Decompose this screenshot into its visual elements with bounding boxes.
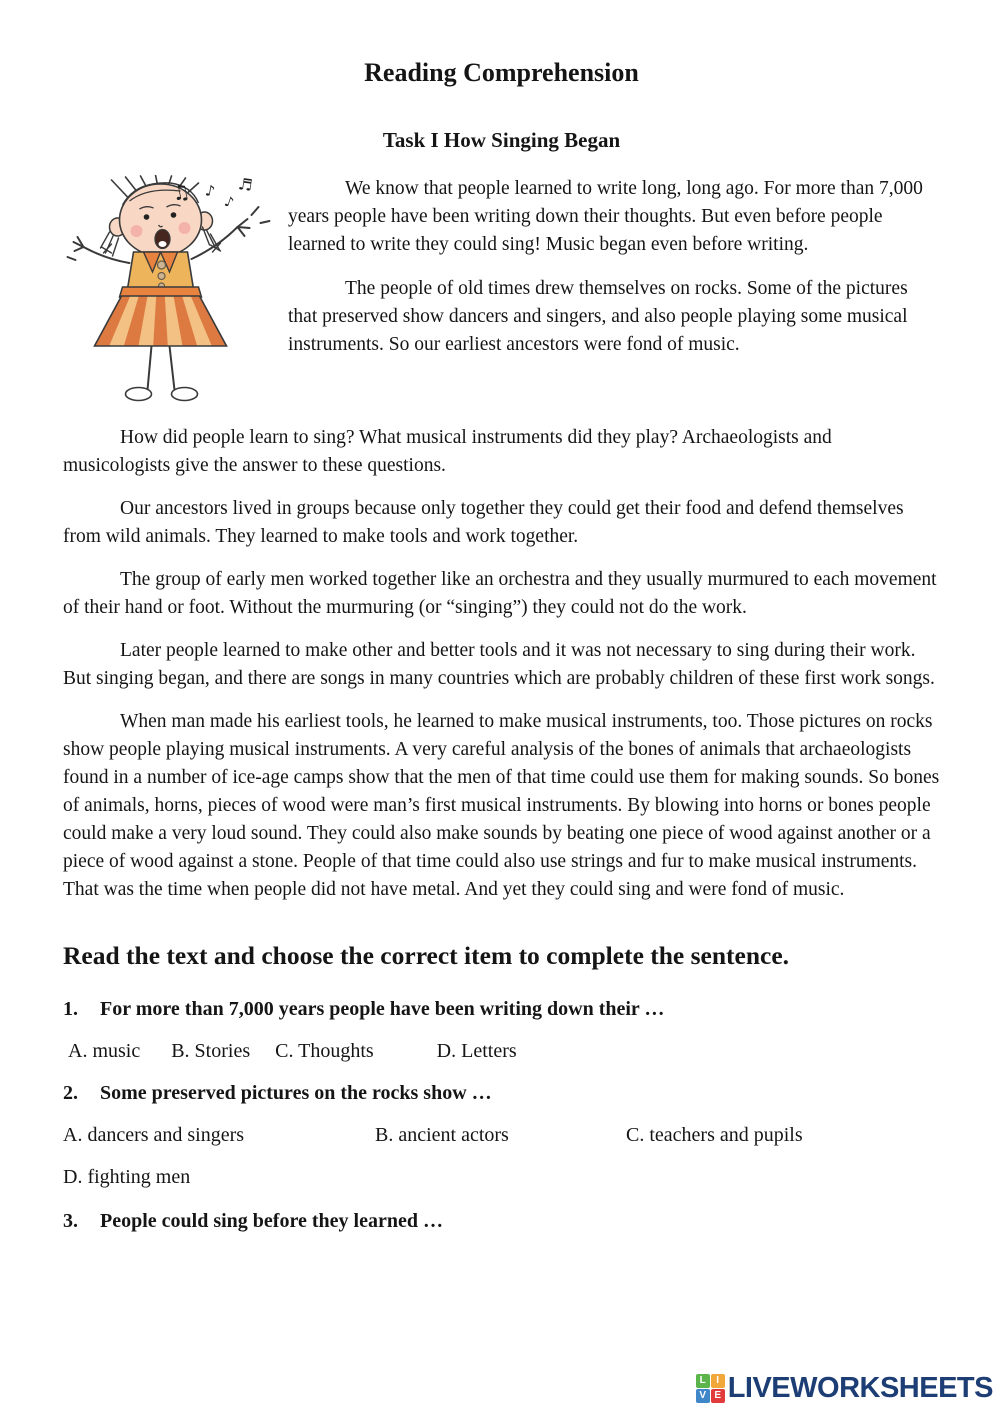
passage-paragraph: We know that people learned to write long, long ago. For more than 7,000 years people have been writing down their thoughts. But even before people learned to write they could sing! Music began even before writing.	[288, 178, 923, 255]
liveworksheets-logo-icon	[696, 1374, 725, 1403]
passage-paragraph: Later people learned to make other and better tools and it was not necessary to sing during their work. But singing began, and there are songs in many countries which are probably children of these first work songs.	[63, 640, 935, 689]
question-2-option-d-row	[63, 1164, 940, 1190]
passage-paragraph: How did people learn to sing? What musical instruments did they play? Archaeologists and musicologists give the answer to these questions.	[63, 427, 832, 476]
question-1-option-a[interactable]: A. music	[68, 1040, 141, 1062]
question-3	[63, 1208, 940, 1234]
question-2-option-a[interactable]: A. dancers and singers	[63, 1124, 245, 1146]
question-1-number: 1.	[63, 998, 78, 1020]
passage-paragraph: The group of early men worked together like an orchestra and they usually murmured to each movement of their hand or foot. Without the murmuring (or “singing”) they could not do the work.	[63, 569, 937, 618]
question-1-options	[63, 1038, 940, 1064]
logo-square-e: E	[711, 1389, 725, 1403]
question-2-option-d[interactable]: D. fighting men	[63, 1166, 191, 1188]
instruction-heading: Read the text and choose the correct item to complete the sentence.	[63, 941, 790, 970]
logo-square-v: V	[696, 1389, 710, 1403]
question-2-options-row	[63, 1122, 940, 1148]
question-2-option-c[interactable]: C. teachers and pupils	[626, 1124, 803, 1146]
logo-square-l: L	[696, 1374, 710, 1388]
logo-square-i: I	[711, 1374, 725, 1388]
task-title: Task I How Singing Began	[382, 128, 621, 152]
intro-section	[63, 175, 940, 408]
page-title: Reading Comprehension	[364, 58, 639, 87]
music-note-icon: ♪	[222, 193, 236, 212]
passage-paragraph: Our ancestors lived in groups because only together they could get their food and defend themselves from wild animals. They learned to make tools and work together.	[63, 498, 904, 547]
liveworksheets-logo[interactable]	[696, 1372, 993, 1405]
music-note-icon: ♪	[203, 181, 217, 201]
singing-girl-illustration	[63, 175, 278, 408]
intro-paragraphs	[288, 175, 940, 359]
music-note-icon: ♬	[236, 175, 254, 195]
question-3-text: People could sing before they learned …	[100, 1210, 443, 1232]
question-1-text: For more than 7,000 years people have been writing down their …	[100, 998, 665, 1020]
question-2	[63, 1080, 940, 1106]
question-1-option-d[interactable]: D. Letters	[436, 1040, 517, 1062]
passage-paragraph: When man made his earliest tools, he learned to make musical instruments, too. Those pictures on rocks show people playing musical instruments. A very careful analysis of the bones of animals that archaeologists found in a number of ice-age camps show that the men of that time could use them for making sounds. So bones of animals, horns, pieces of wood were man’s first musical instruments. By blowing into horns or bones people could make a very loud sound. They could also make sounds by beating one piece of wood against another or a piece of wood against a stone. People of that time could also use strings and fur to make musical instruments. That was the time when people did not have metal. And yet they could sing and were fond of music.	[63, 711, 940, 900]
question-2-option-b[interactable]: B. ancient actors	[375, 1124, 509, 1146]
question-1-option-b[interactable]: B. Stories	[171, 1040, 251, 1062]
question-2-number: 2.	[63, 1082, 78, 1104]
passage-paragraph: The people of old times drew themselves on rocks. Some of the pictures that preserved show dancers and singers, and also people playing some musical instruments. So our earliest ancestors were fond of music.	[288, 278, 908, 355]
liveworksheets-wordmark: LIVEWORKSHEETS	[727, 1372, 993, 1404]
question-1	[63, 996, 940, 1022]
question-1-option-c[interactable]: C. Thoughts	[275, 1040, 374, 1062]
question-2-text: Some preserved pictures on the rocks show …	[100, 1082, 492, 1104]
music-note-icon: ♫	[169, 178, 193, 206]
question-3-number: 3.	[63, 1210, 78, 1232]
